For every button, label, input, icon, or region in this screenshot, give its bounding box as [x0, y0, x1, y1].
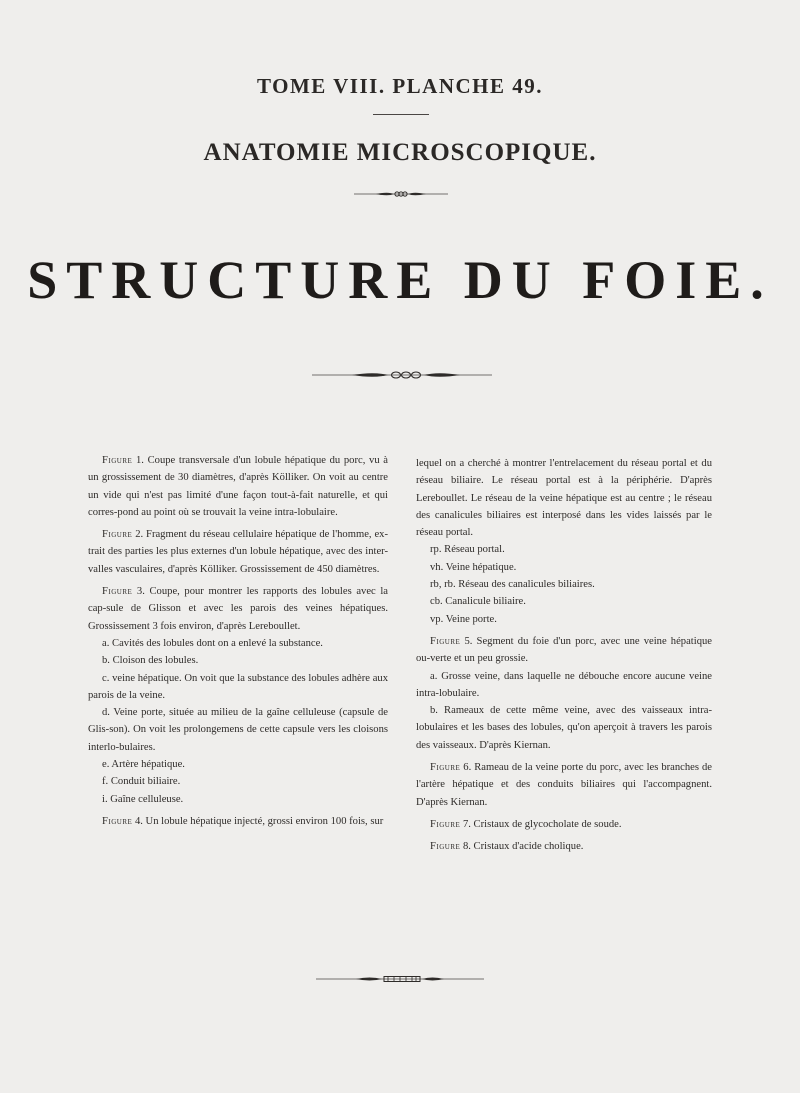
legend-item: c. veine hépatique. On voit que la substance des lobules adhère aux parois de la veine.	[88, 672, 388, 701]
plate-title: STRUCTURE DU FOIE.	[27, 250, 773, 310]
ornament-bottom	[316, 973, 484, 985]
figure-caption	[88, 452, 388, 521]
section-heading: ANATOMIE MICROSCOPIQUE.	[203, 139, 597, 166]
figure-caption	[416, 838, 712, 855]
figure-caption	[88, 583, 388, 635]
figure-caption	[416, 759, 712, 811]
figure-label: Figure	[102, 529, 133, 541]
figure-caption	[88, 813, 388, 830]
continued-paragraph: lequel on a cherché à montrer l'entrelacement du réseau portal et du réseau biliaire. Le réseau portal est à la périphérie. D'après Lereboullet. Le réseau de la veine hépatique est au centre ; le réseau des canalicules biliaires est interposé dans les vides laissés par le réseau portal.	[416, 458, 712, 539]
figure-label: Figure	[430, 635, 461, 647]
figure-number: 8.	[462, 841, 471, 853]
figure-label: Figure	[102, 586, 133, 598]
left-text-column	[88, 452, 388, 830]
figure-number: 5.	[464, 635, 473, 647]
figure-label: Figure	[102, 815, 133, 827]
figure-description: Segment du foie d'un porc, avec une veine hépatique ou-verte et un peu grossie.	[416, 635, 712, 665]
figure-description: Rameau de la veine porte du porc, avec les branches de l'artère hépatique et des conduits biliaires qui l'accompagnent. D'après Kiernan.	[416, 762, 712, 808]
legend-item: e. Artère hépatique.	[102, 759, 185, 771]
figure-label: Figure	[102, 455, 133, 466]
legend-item: vh. Veine hépatique.	[430, 561, 517, 573]
legend-item: cb. Canalicule biliaire.	[430, 596, 526, 608]
figure-caption	[416, 633, 712, 668]
figure-number: 1.	[135, 455, 144, 466]
figure-label: Figure	[430, 818, 461, 830]
figure-number: 7.	[462, 818, 471, 830]
legend-item: f. Conduit biliaire.	[102, 776, 181, 788]
figure-description: Un lobule hépatique injecté, grossi environ 100 fois, sur	[145, 815, 384, 827]
figure-description: Cristaux de glycocholate de soude.	[473, 818, 622, 830]
figure-description: Coupe transversale d'un lobule hépatique du porc, vu à un grossissement de 30 diamètres, d'après Kölliker. On voit au centre un vide qui n'est pas limité d'une façon tout-à-fait naturelle, et qui corres-pond au point où se trouvait la veine intra-lobulaire.	[88, 455, 388, 518]
right-text-column	[416, 455, 712, 856]
legend-item: d. Veine porte, située au milieu de la gaîne celluleuse (capsule de Glis-son). On voit les prolongemens de cette capsule vers les cloisons interlo-bulaires.	[88, 707, 388, 753]
figure-number: 6.	[463, 762, 472, 774]
figure-description: Coupe, pour montrer les rapports des lobules avec la cap-sule de Glisson et avec les parois des veines hépatiques. Grossissement 3 fois environ, d'après Lereboullet.	[88, 586, 388, 632]
figure-caption	[88, 526, 388, 578]
legend-item: rb, rb. Réseau des canalicules biliaires.	[430, 579, 595, 591]
figure-number: 4.	[134, 815, 143, 827]
ornament-medium	[312, 369, 492, 381]
figure-caption	[416, 816, 712, 833]
ornament-small	[354, 189, 448, 199]
legend-item: rp. Réseau portal.	[430, 544, 505, 556]
plate-heading: TOME VIII. PLANCHE 49.	[256, 74, 543, 98]
legend-item: b. Cloison des lobules.	[102, 655, 199, 667]
figure-description: Fragment du réseau cellulaire hépatique de l'homme, ex-trait des parties les plus externes d'un lobule hépatique, avec des inter-valles vasculaires, d'après Kölliker. Grossissement de 450 diamètres.	[88, 529, 388, 575]
figure-description: Cristaux d'acide cholique.	[473, 841, 584, 853]
figure-number: 3.	[136, 586, 145, 598]
figure-label: Figure	[430, 841, 461, 853]
legend-item: a. Grosse veine, dans laquelle ne débouche encore aucune veine intra-lobulaire.	[416, 670, 712, 699]
figure-label: Figure	[430, 762, 461, 774]
legend-item: i. Gaîne celluleuse.	[102, 793, 184, 805]
legend-item: b. Rameaux de cette même veine, avec des vaisseaux intra-lobulaires et les bases des lobules, qu'on aperçoit à travers les parois des vaisseaux. D'après Kiernan.	[416, 705, 712, 751]
figure-number: 2.	[135, 529, 144, 541]
legend-item: a. Cavités des lobules dont on a enlevé la substance.	[102, 637, 323, 649]
short-rule	[373, 114, 429, 115]
legend-item: vp. Veine porte.	[430, 613, 497, 625]
